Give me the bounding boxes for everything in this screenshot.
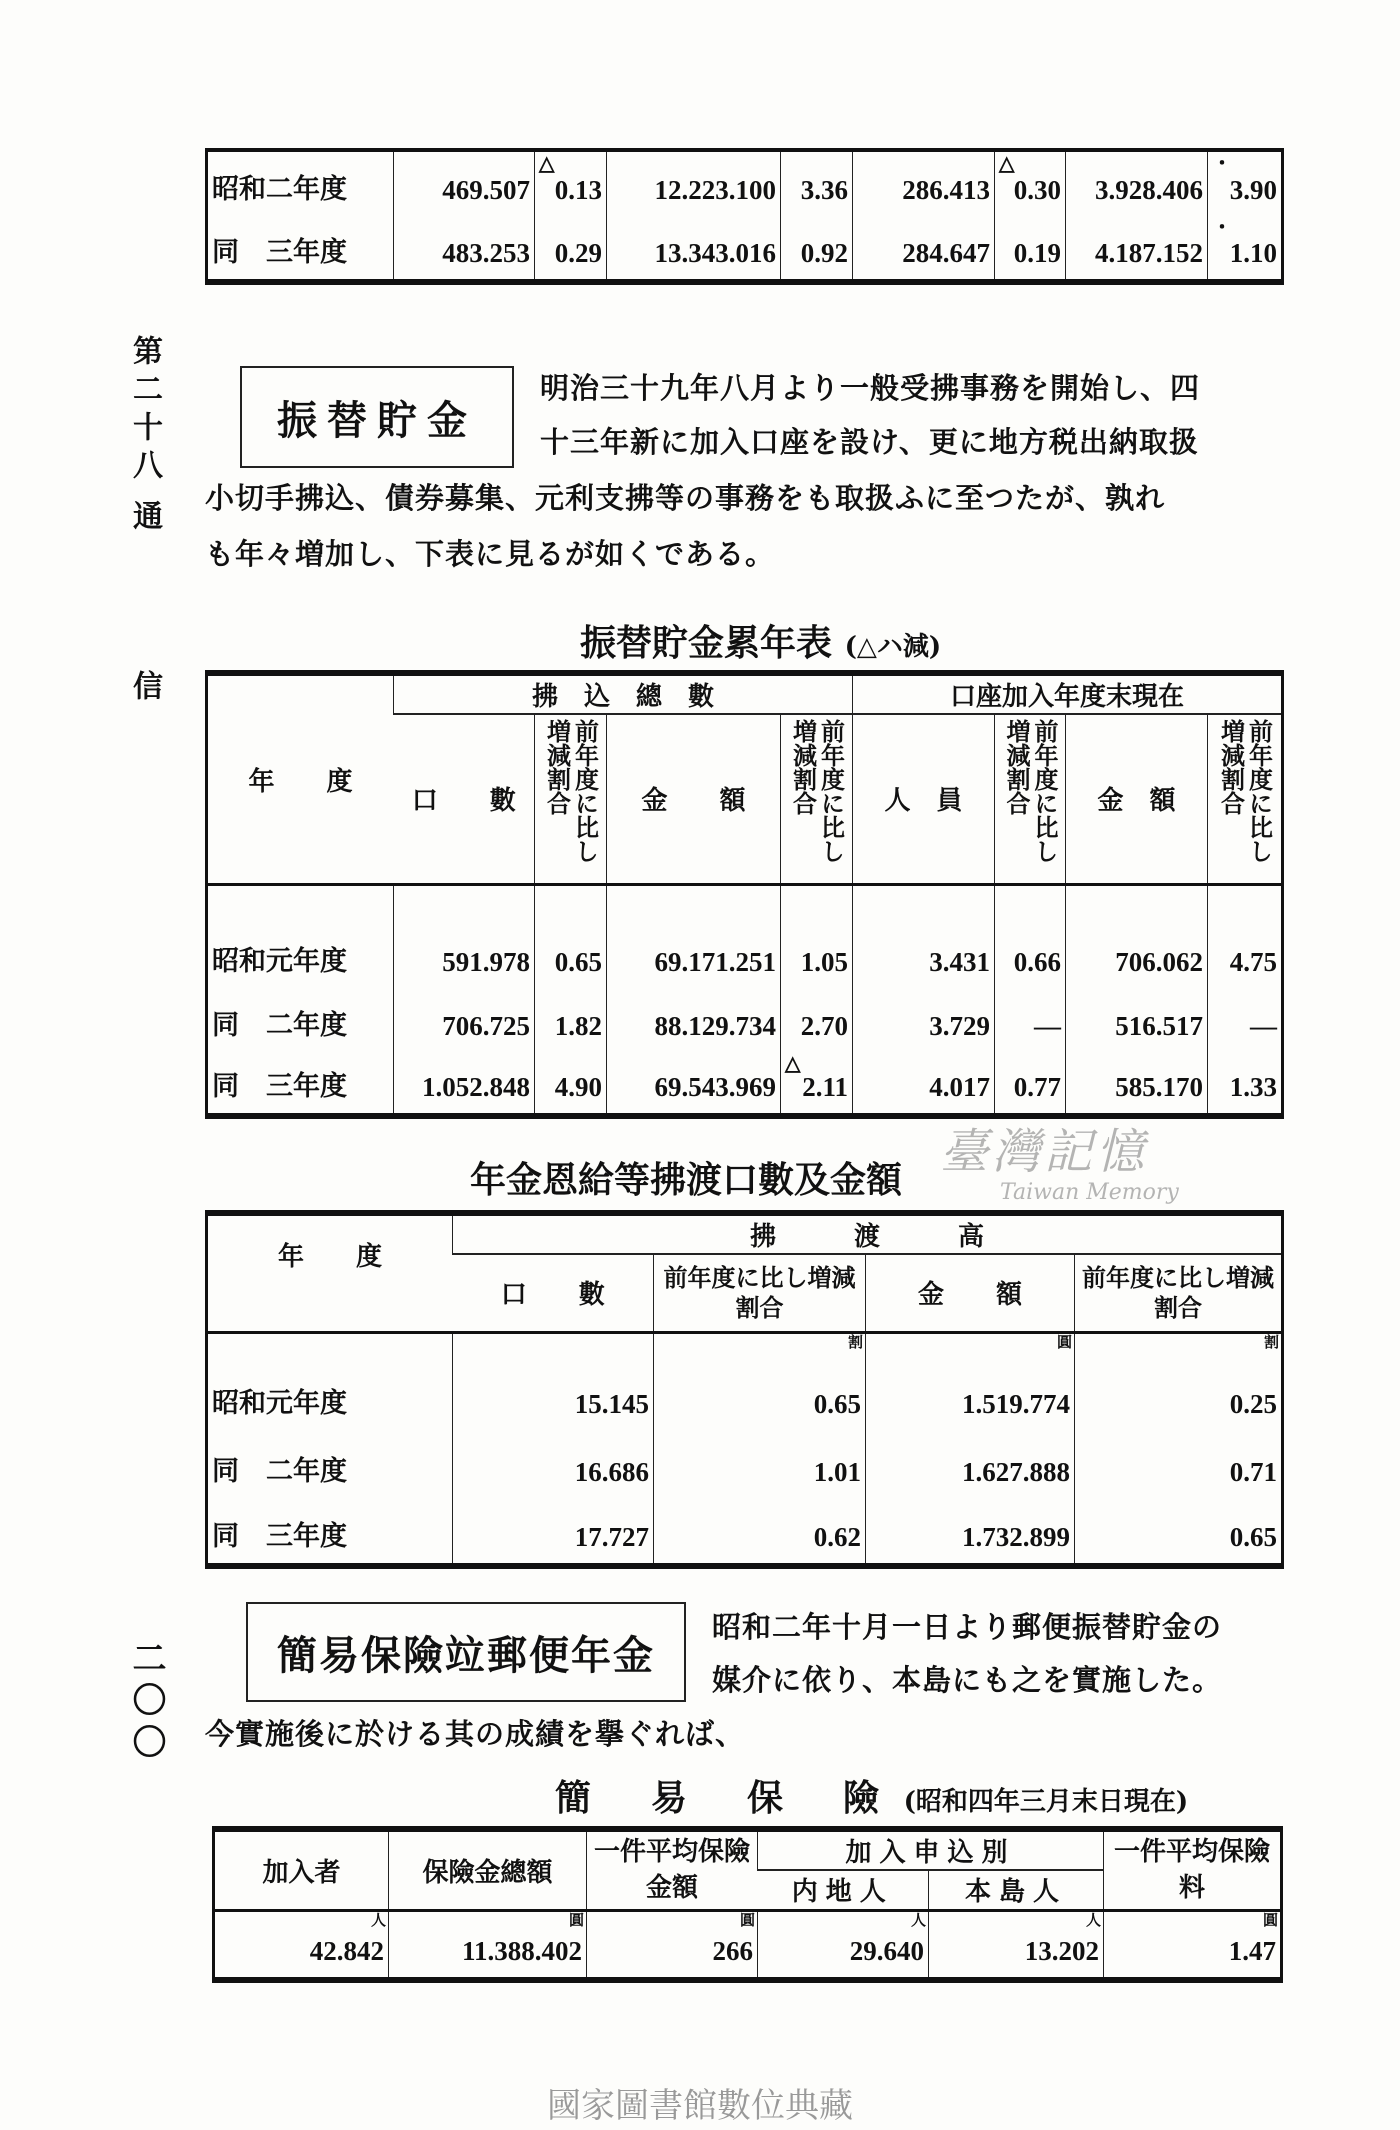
cell-value: 0.65 [813, 1389, 861, 1419]
cell-value: 同 二年度 [212, 1010, 347, 1041]
cell-value: 1.627.888 [962, 1457, 1070, 1487]
row-label [207, 1332, 453, 1430]
cell-value: 0.65 [554, 947, 602, 977]
table-cell [853, 150, 995, 216]
row-label [207, 150, 394, 216]
paragraph-line: 十三年新に加入口座を設け、更に地方税出納取扱 [540, 425, 1199, 459]
row-label [207, 988, 394, 1052]
table-cell [1075, 1332, 1283, 1430]
cell-value: 0.13 [554, 175, 602, 205]
cell-value: 4.75 [1229, 947, 1278, 977]
table-cell [394, 1052, 535, 1116]
section-heading-box: 振替貯金 [240, 366, 514, 468]
table-cell [995, 988, 1066, 1052]
continued-table [205, 148, 1284, 285]
header-avg-amount: 一件平均保險金額 [587, 1829, 758, 1910]
cell-value: 3.90 [1229, 175, 1277, 205]
header-amount: 金 額 [866, 1254, 1075, 1332]
table-row [207, 884, 1283, 988]
chapter-label: 第二十八 [127, 335, 162, 487]
header-ratio: 前年度に比し増減割合 [1002, 718, 1060, 863]
cell-value: 同 三年度 [212, 1521, 347, 1552]
cell-value: 0.65 [1229, 1522, 1278, 1552]
header-amount: 金 額 [607, 714, 781, 884]
table-cell [654, 1498, 866, 1566]
unit-label: 圓 [1056, 1334, 1072, 1351]
cell-value: 69.543.969 [654, 1072, 776, 1102]
header-ratio: 前年度に比し増減割合 [788, 718, 846, 863]
table-cell [607, 884, 781, 988]
section-label-2: 信 [127, 670, 162, 708]
table-row [207, 1430, 1283, 1498]
table-cell [607, 216, 781, 282]
table-cell [1104, 1910, 1282, 1980]
table-row [214, 1910, 1282, 1980]
simple-insurance-table [212, 1826, 1283, 1983]
table-cell [607, 1052, 781, 1116]
unit-label: 圓 [568, 1912, 584, 1929]
table-cell [654, 1332, 866, 1430]
table-cell [758, 1910, 929, 1980]
furikae-annual-table [205, 670, 1284, 1119]
table-cell [1066, 1052, 1208, 1116]
table-cell [781, 150, 853, 216]
cell-value: 0.30 [1013, 175, 1061, 205]
header-ratio: 前年度に比し増減割合 [1216, 718, 1274, 863]
table-cell [453, 1430, 654, 1498]
table-cell [1208, 884, 1283, 988]
cell-value: 同 三年度 [212, 237, 347, 268]
paragraph-line: 明治三十九年八月より一般受拂事務を開始し、四 [540, 371, 1201, 405]
cell-value: 4.017 [929, 1072, 991, 1102]
cell-value: 516.517 [1115, 1011, 1204, 1041]
table-cell [1066, 150, 1208, 216]
cell-value: 0.62 [813, 1522, 861, 1552]
table-cell [929, 1910, 1104, 1980]
cell-value: 286.413 [902, 175, 990, 205]
unit-label: 圓 [1263, 1912, 1279, 1929]
table-title [555, 1770, 1188, 1821]
cell-value: 0.92 [800, 238, 848, 268]
cell-value: 1.01 [813, 1457, 861, 1487]
table-row [207, 150, 1283, 216]
cell-value: 3.36 [800, 175, 848, 205]
cell-value: 284.647 [902, 238, 990, 268]
cell-value: 706.725 [442, 1011, 530, 1041]
header-group-accounts: 口座加入年度末現在 [853, 673, 1283, 714]
table-cell [853, 216, 995, 282]
unit-label: 割 [1264, 1334, 1280, 1351]
cell-value: 0.29 [554, 238, 602, 268]
table-cell [587, 1910, 758, 1980]
decrease-mark: △ [785, 1053, 801, 1075]
cell-value: 1.519.774 [962, 1389, 1070, 1419]
table-title [580, 615, 941, 666]
table-cell [853, 884, 995, 988]
table-cell [453, 1498, 654, 1566]
header-persons: 人 員 [853, 714, 995, 884]
table-cell [607, 150, 781, 216]
table-cell [866, 1498, 1075, 1566]
paragraph-line: 媒介に依り、本島にも之を實施した。 [712, 1663, 1223, 1697]
cell-value: 16.686 [574, 1457, 649, 1487]
cell-value: 1.052.848 [422, 1072, 530, 1102]
cell-value: 昭和元年度 [212, 1388, 347, 1419]
cell-value: 585.170 [1115, 1072, 1204, 1102]
table-cell [853, 1052, 995, 1116]
table-cell [394, 988, 535, 1052]
row-label [207, 1052, 394, 1116]
header-ratio: 前年度に比し増減割合 [542, 718, 600, 863]
row-label [207, 884, 394, 988]
cell-value: 同 三年度 [212, 1071, 347, 1102]
cell-value: 昭和二年度 [212, 174, 347, 205]
table-cell [1208, 216, 1283, 282]
unit-label: 割 [847, 1334, 863, 1351]
cell-value: 591.978 [442, 947, 530, 977]
unit-label: 圓 [739, 1912, 755, 1929]
row-label [207, 1430, 453, 1498]
table-cell [781, 884, 853, 988]
header-ratio: 前年度に比し増減割合 [1075, 1254, 1283, 1332]
table-cell [866, 1332, 1075, 1430]
cell-value: 17.727 [574, 1522, 649, 1552]
table-cell [535, 884, 607, 988]
cell-value: 42.842 [309, 1936, 384, 1966]
cell-value: 1.82 [554, 1011, 602, 1041]
cell-value: 3.928.406 [1095, 175, 1203, 205]
decrease-mark: ・ [1212, 153, 1232, 175]
table-cell [214, 1910, 389, 1980]
table-title-note: (昭和四年三月末日現在) [903, 1787, 1189, 1817]
cell-value: 1.33 [1229, 1072, 1278, 1102]
table-cell [453, 1332, 654, 1430]
cell-value: 2.11 [802, 1072, 849, 1102]
cell-value: 11.388.402 [461, 1936, 582, 1966]
header-application-group: 加入申込別 [758, 1829, 1104, 1870]
header-amount: 金 額 [1066, 714, 1208, 884]
table-cell [1208, 988, 1283, 1052]
footer-credit: 國家圖書館數位典藏 [547, 2086, 853, 2126]
watermark-logo: 臺灣記憶 [940, 1124, 1149, 1180]
section-heading-box: 簡易保險竝郵便年金 [246, 1602, 686, 1702]
header-total: 保險金總額 [389, 1829, 587, 1910]
cell-value: 2.70 [800, 1011, 849, 1041]
paragraph-line: 今實施後に於ける其の成績を擧ぐれば、 [205, 1717, 746, 1751]
unit-label: 人 [910, 1912, 926, 1929]
header-count: 口 數 [500, 1280, 605, 1311]
decrease-mark: △ [539, 153, 555, 175]
cell-value: 0.25 [1229, 1389, 1278, 1419]
paragraph-line: も年々増加し、下表に見るが如くである。 [205, 537, 776, 571]
table-row [207, 988, 1283, 1052]
cell-value: 0.19 [1013, 238, 1061, 268]
table-cell [394, 884, 535, 988]
page-number: 二〇〇 [126, 1640, 166, 1766]
cell-value: 13.202 [1024, 1936, 1100, 1966]
table-cell [654, 1430, 866, 1498]
table-cell [535, 988, 607, 1052]
table-cell [535, 216, 607, 282]
table-row [207, 1498, 1283, 1566]
cell-value: — [1034, 1011, 1062, 1041]
header-year: 年 度 [207, 673, 394, 884]
cell-value: 1.47 [1228, 1936, 1277, 1966]
table-cell [394, 150, 535, 216]
decrease-mark: ・ [1212, 217, 1232, 239]
table-title-note: (△ハ減) [844, 632, 942, 662]
row-label [207, 216, 394, 282]
cell-value: 69.171.251 [654, 947, 776, 977]
cell-value: 266 [712, 1936, 753, 1966]
cell-value: 3.729 [929, 1011, 991, 1041]
header-group-transfers: 拂 渡 高 [453, 1213, 1283, 1254]
cell-value: 706.062 [1115, 947, 1204, 977]
table-cell [866, 1430, 1075, 1498]
table-cell [1075, 1430, 1283, 1498]
cell-value: 1.05 [800, 947, 849, 977]
cell-value: 4.187.152 [1095, 238, 1203, 268]
header-naichi: 内地人 [791, 1877, 894, 1908]
table-cell [781, 1052, 853, 1116]
unit-label: 人 [370, 1912, 386, 1929]
cell-value: 3.431 [929, 947, 991, 977]
table-title: 年金恩給等拂渡口數及金額 [470, 1159, 903, 1201]
watermark-text: Taiwan Memory [1000, 1180, 1179, 1205]
table-row [207, 216, 1283, 282]
table-cell [995, 884, 1066, 988]
cell-value: 0.66 [1013, 947, 1062, 977]
table-cell [853, 988, 995, 1052]
cell-value: 0.71 [1229, 1457, 1278, 1487]
header-ratio: 前年度に比し増減割合 [654, 1254, 866, 1332]
header-members: 加入者 [214, 1829, 389, 1910]
table-title-text: 振替貯金累年表 [580, 622, 833, 664]
header-avg-premium: 一件平均保險料 [1104, 1829, 1282, 1910]
row-label [207, 1498, 453, 1566]
table-cell [995, 1052, 1066, 1116]
table-cell [394, 216, 535, 282]
header-group-payments: 拂 込 總 數 [394, 673, 853, 714]
cell-value: 0.77 [1013, 1072, 1062, 1102]
paragraph-line: 小切手拂込、債券募集、元利支拂等の事務をも取扱ふに至つたが、孰れ [205, 481, 1166, 515]
table-cell [995, 150, 1066, 216]
cell-value: 13.343.016 [654, 238, 776, 268]
cell-value: — [1250, 1011, 1278, 1041]
table-cell [781, 988, 853, 1052]
cell-value: 469.507 [442, 175, 530, 205]
paragraph-line: 昭和二年十月一日より郵便振替貯金の [712, 1610, 1223, 1644]
table-cell [607, 988, 781, 1052]
cell-value: 88.129.734 [654, 1011, 776, 1041]
cell-value: 12.223.100 [654, 175, 776, 205]
table-row [207, 1052, 1283, 1116]
cell-value: 1.10 [1229, 238, 1277, 268]
pension-table [205, 1210, 1284, 1569]
table-cell [995, 216, 1066, 282]
header-year: 年 度 [207, 1213, 453, 1332]
table-cell [535, 1052, 607, 1116]
table-cell [1075, 1498, 1283, 1566]
cell-value: 昭和元年度 [212, 946, 347, 977]
table-row [207, 1332, 1283, 1430]
decrease-mark: △ [999, 153, 1015, 175]
unit-label: 人 [1086, 1912, 1102, 1929]
cell-value: 同 二年度 [212, 1456, 347, 1487]
table-cell [781, 216, 853, 282]
header-count: 口 數 [411, 786, 516, 817]
table-cell [389, 1910, 587, 1980]
table-cell [1208, 150, 1283, 216]
table-cell [1066, 988, 1208, 1052]
table-cell [1066, 884, 1208, 988]
table-cell [1208, 1052, 1283, 1116]
cell-value: 4.90 [554, 1072, 602, 1102]
table-cell [535, 150, 607, 216]
section-label: 通 [127, 500, 162, 538]
table-title-text: 簡 易 保 險 [555, 1777, 892, 1819]
cell-value: 29.640 [849, 1936, 924, 1966]
header-hontou: 本島人 [929, 1870, 1104, 1910]
cell-value: 1.732.899 [962, 1522, 1070, 1552]
table-cell [1066, 216, 1208, 282]
cell-value: 15.145 [574, 1389, 649, 1419]
cell-value: 483.253 [442, 238, 530, 268]
